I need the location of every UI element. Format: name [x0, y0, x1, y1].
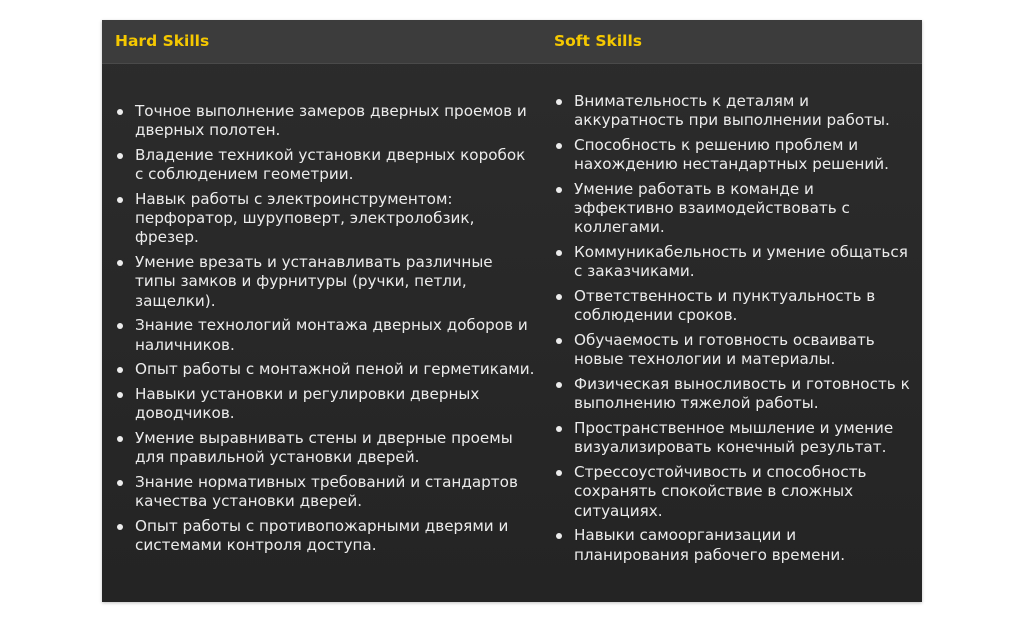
bullet-icon: [556, 187, 562, 193]
bullet-icon: [556, 470, 562, 476]
list-item-text: Умение работать в команде и эффективно взаимодействовать с коллегами.: [574, 180, 850, 237]
list-item-text: Навыки установки и регулировки дверных доводчиков.: [135, 385, 480, 423]
list-item-text: Навык работы с электроинструментом: перфоратор, шуруповерт, электролобзик, фрезер.: [135, 190, 475, 247]
bullet-icon: [117, 109, 123, 115]
list-item-text: Опыт работы с противопожарными дверями и системами контроля доступа.: [135, 517, 509, 555]
list-item: [554, 243, 914, 281]
bullet-icon: [117, 153, 123, 159]
list-item: [115, 316, 535, 354]
bullet-icon: [117, 260, 123, 266]
list-item: [115, 102, 535, 140]
list-item: [554, 419, 914, 457]
bullet-icon: [556, 250, 562, 256]
list-item-text: Пространственное мышление и умение визуализировать конечный результат.: [574, 419, 894, 457]
list-item: [115, 360, 535, 379]
bullet-icon: [117, 367, 123, 373]
list-item: [115, 253, 535, 311]
bullet-icon: [556, 338, 562, 344]
hard-skills-list: [115, 102, 535, 561]
bullet-icon: [117, 323, 123, 329]
skills-table: [102, 20, 922, 602]
bullet-icon: [556, 99, 562, 105]
bullet-icon: [117, 392, 123, 398]
list-item: [554, 287, 914, 325]
list-item: [115, 146, 535, 184]
list-item: [554, 463, 914, 521]
list-item: [115, 517, 535, 555]
bullet-icon: [556, 426, 562, 432]
list-item: [554, 180, 914, 238]
list-item-text: Стрессоустойчивость и способность сохранять спокойствие в сложных ситуациях.: [574, 463, 867, 520]
table-header: [102, 20, 922, 64]
list-item: [554, 92, 914, 130]
header-soft-skills: Soft Skills: [554, 32, 642, 50]
header-hard-skills: Hard Skills: [115, 32, 210, 50]
bullet-icon: [117, 197, 123, 203]
list-item: [115, 190, 535, 248]
list-item-text: Обучаемость и готовность осваивать новые технологии и материалы.: [574, 331, 875, 369]
list-item: [554, 331, 914, 369]
bullet-icon: [556, 294, 562, 300]
list-item: [554, 136, 914, 174]
list-item: [115, 429, 535, 467]
list-item-text: Точное выполнение замеров дверных проемов и дверных полотен.: [135, 102, 527, 140]
list-item-text: Внимательность к деталям и аккуратность при выполнении работы.: [574, 92, 890, 130]
bullet-icon: [556, 143, 562, 149]
bullet-icon: [117, 524, 123, 530]
bullet-icon: [117, 436, 123, 442]
list-item-text: Опыт работы с монтажной пеной и герметиками.: [135, 360, 535, 379]
bullet-icon: [117, 480, 123, 486]
list-item: [554, 375, 914, 413]
list-item-text: Умение выравнивать стены и дверные проемы для правильной установки дверей.: [135, 429, 513, 467]
list-item-text: Способность к решению проблем и нахождению нестандартных решений.: [574, 136, 889, 174]
list-item-text: Знание технологий монтажа дверных доборов и наличников.: [135, 316, 528, 354]
list-item-text: Владение техникой установки дверных коробок с соблюдением геометрии.: [135, 146, 526, 184]
list-item: [115, 385, 535, 423]
list-item-text: Физическая выносливость и готовность к выполнению тяжелой работы.: [574, 375, 910, 413]
soft-skills-list: [554, 92, 914, 570]
list-item-text: Коммуникабельность и умение общаться с заказчиками.: [574, 243, 908, 281]
list-item: [554, 526, 914, 564]
list-item: [115, 473, 535, 511]
bullet-icon: [556, 533, 562, 539]
list-item-text: Знание нормативных требований и стандартов качества установки дверей.: [135, 473, 518, 511]
list-item-text: Навыки самоорганизации и планирования рабочего времени.: [574, 526, 846, 564]
bullet-icon: [556, 382, 562, 388]
list-item-text: Ответственность и пунктуальность в соблюдении сроков.: [574, 287, 876, 325]
list-item-text: Умение врезать и устанавливать различные типы замков и фурнитуры (ручки, петли, защелки).: [135, 253, 493, 310]
